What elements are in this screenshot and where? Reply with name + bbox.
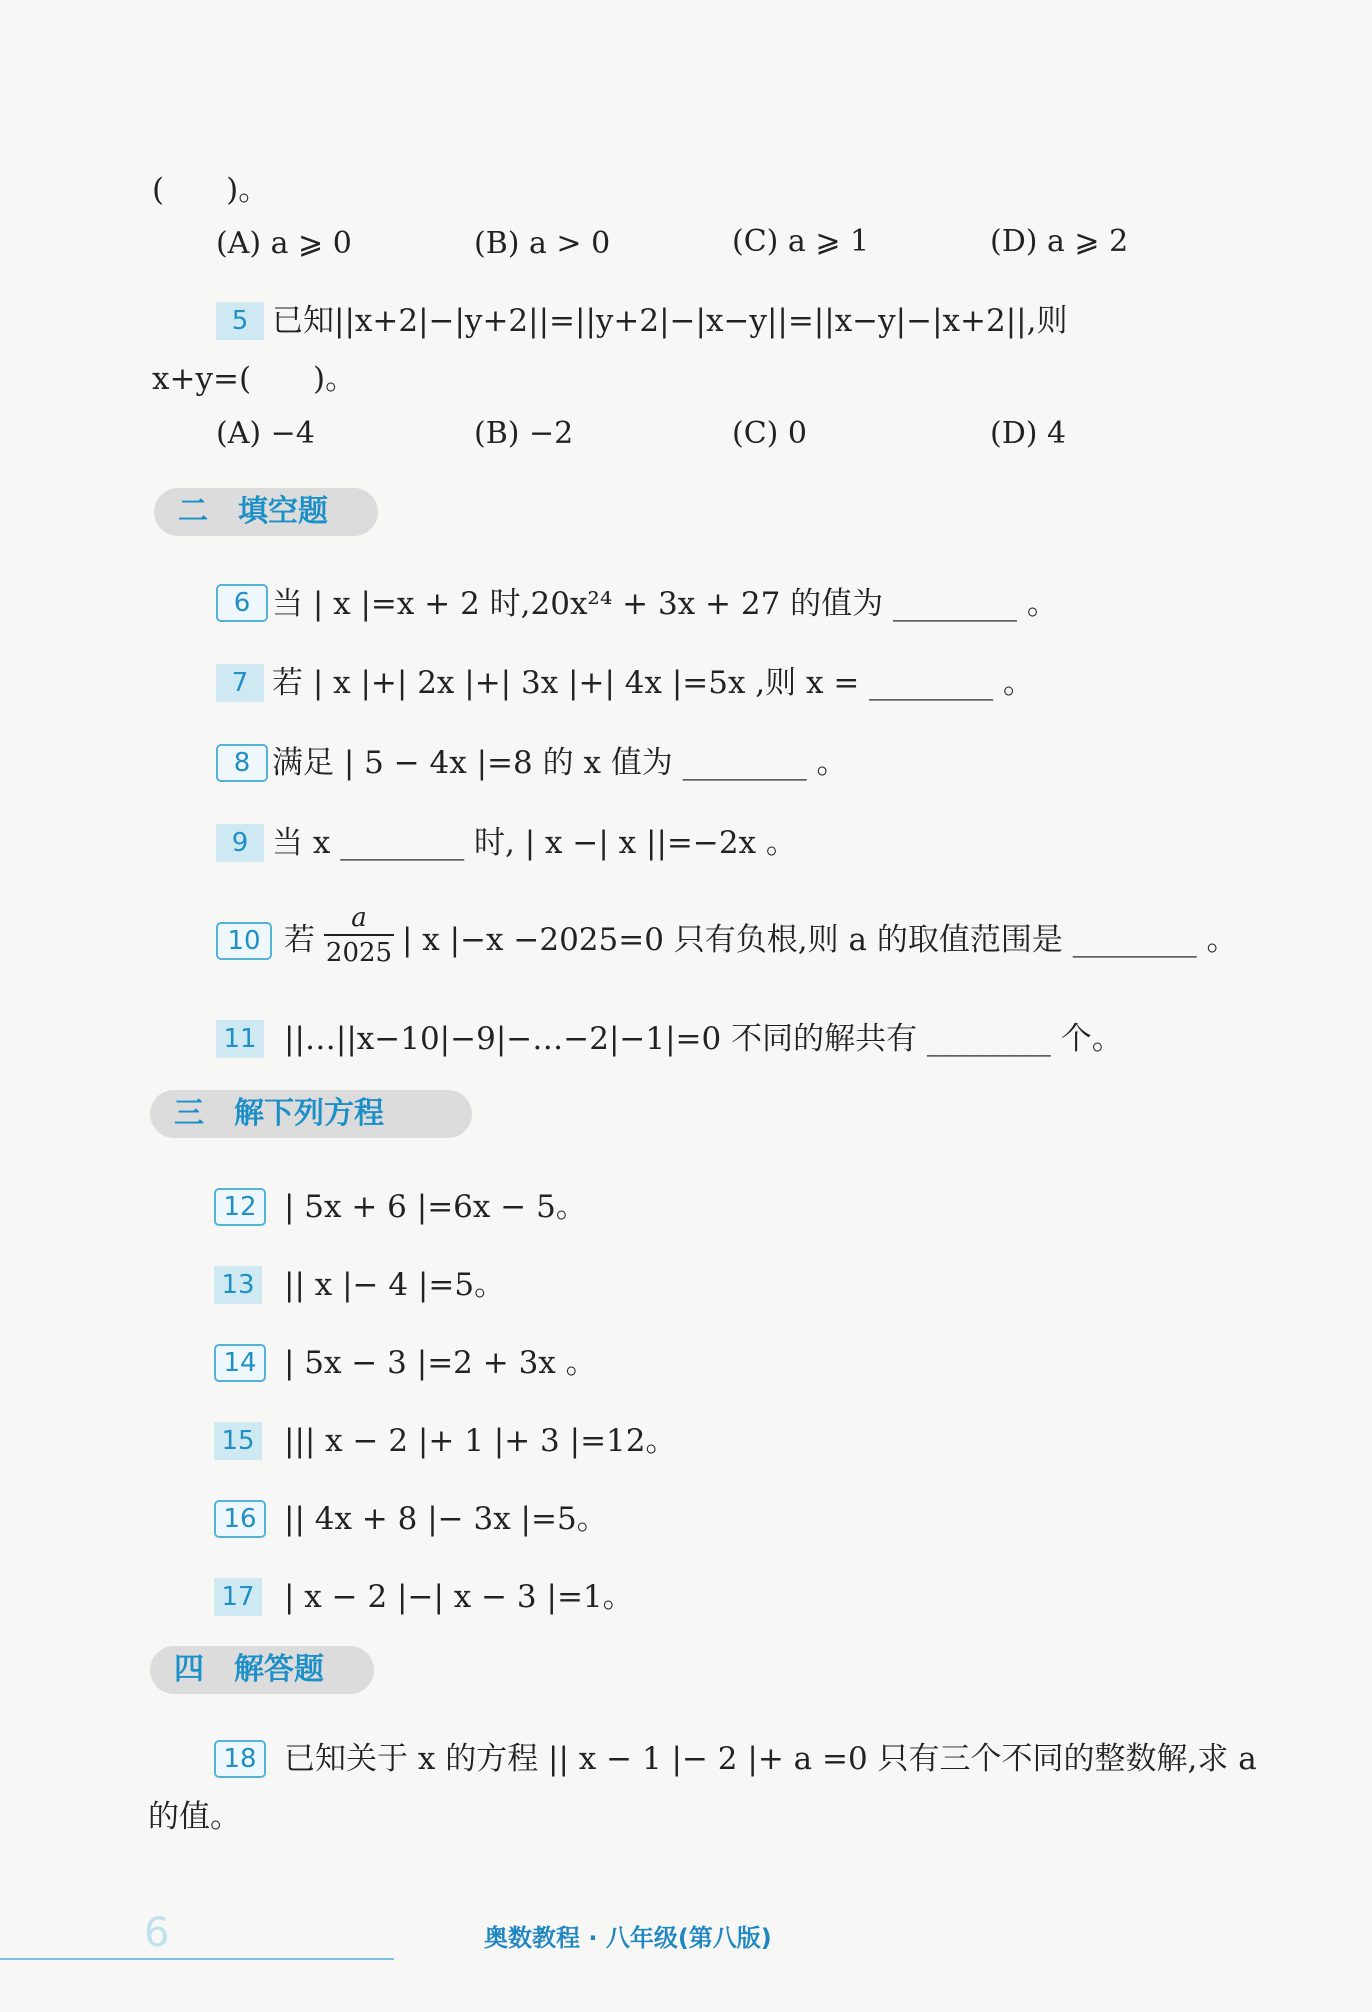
equation-12: | 5x + 6 |=6x − 5。 bbox=[284, 1189, 587, 1225]
question-number: 7 bbox=[216, 664, 264, 702]
question-number: 8 bbox=[216, 744, 268, 782]
section-heading-answer: 四 解答题 bbox=[150, 1646, 374, 1694]
question-number: 15 bbox=[214, 1422, 262, 1460]
q10-body: | x |−x −2025=0 只有负根,则 a 的取值范围是 ________ 。 bbox=[402, 922, 1238, 958]
footer-divider bbox=[0, 1958, 394, 1960]
q4-option-b: (B) a > 0 bbox=[474, 226, 611, 261]
q5-line1: 已知||x+2|−|y+2||=||y+2|−|x−y||=||x−y|−|x+2||,则 bbox=[272, 303, 1068, 339]
question-number: 18 bbox=[214, 1740, 266, 1778]
question-number: 10 bbox=[216, 922, 272, 960]
q4-option-c: (C) a ⩾ 1 bbox=[732, 224, 870, 259]
question-number: 9 bbox=[216, 824, 264, 862]
q5-option-b: (B) −2 bbox=[474, 416, 574, 451]
equation-14: | 5x − 3 |=2 + 3x 。 bbox=[284, 1345, 597, 1381]
q4-option-d: (D) a ⩾ 2 bbox=[990, 224, 1129, 259]
question-8-text: 满足 | 5 − 4x |=8 的 x 值为 ________ 。 bbox=[272, 745, 848, 781]
book-title: 奥数教程 · 八年级(第八版) bbox=[484, 1924, 772, 1952]
q5-line2: x+y=( )。 bbox=[152, 361, 357, 397]
q10-prefix: 若 bbox=[284, 922, 315, 958]
question-number: 12 bbox=[214, 1188, 266, 1226]
q18-line1: 已知关于 x 的方程 || x − 1 |− 2 |+ a =0 只有三个不同的整数解,求 a bbox=[284, 1741, 1257, 1777]
q4-option-a: (A) a ⩾ 0 bbox=[216, 226, 352, 261]
question-number: 5 bbox=[216, 302, 264, 340]
section-heading-fill-blank: 二 填空题 bbox=[154, 488, 378, 536]
q5-option-a: (A) −4 bbox=[216, 416, 315, 451]
fraction-numerator: a bbox=[324, 902, 394, 936]
question-7-text: 若 | x |+| 2x |+| 3x |+| 4x |=5x ,则 x = ________ 。 bbox=[272, 665, 1035, 701]
question-6-text: 当 | x |=x + 2 时,20x²⁴ + 3x + 27 的值为 ________ 。 bbox=[272, 586, 1058, 622]
q4-stem-tail: ( )。 bbox=[152, 172, 270, 208]
question-number: 13 bbox=[214, 1266, 262, 1304]
question-11-text: ||…||x−10|−9|−…−2|−1|=0 不同的解共有 ________ 个。 bbox=[284, 1021, 1123, 1057]
question-9-text: 当 x ________ 时, | x −| x ||=−2x 。 bbox=[272, 825, 797, 861]
q5-option-c: (C) 0 bbox=[732, 416, 807, 451]
q5-option-d: (D) 4 bbox=[990, 416, 1067, 451]
equation-16: || 4x + 8 |− 3x |=5。 bbox=[284, 1501, 608, 1537]
section-heading-equations: 三 解下列方程 bbox=[150, 1090, 472, 1138]
q10-fraction bbox=[324, 902, 394, 970]
question-number: 16 bbox=[214, 1500, 266, 1538]
q18-line2: 的值。 bbox=[148, 1799, 241, 1835]
page-number: 6 bbox=[144, 1910, 170, 1956]
question-number: 14 bbox=[214, 1344, 266, 1382]
equation-15: ||| x − 2 |+ 1 |+ 3 |=12。 bbox=[284, 1423, 677, 1459]
question-number: 17 bbox=[214, 1578, 262, 1616]
question-number: 6 bbox=[216, 584, 268, 622]
question-number: 11 bbox=[216, 1020, 264, 1058]
fraction-denominator: 2025 bbox=[325, 938, 393, 968]
equation-17: | x − 2 |−| x − 3 |=1。 bbox=[284, 1579, 634, 1615]
equation-13: || x |− 4 |=5。 bbox=[284, 1267, 506, 1303]
